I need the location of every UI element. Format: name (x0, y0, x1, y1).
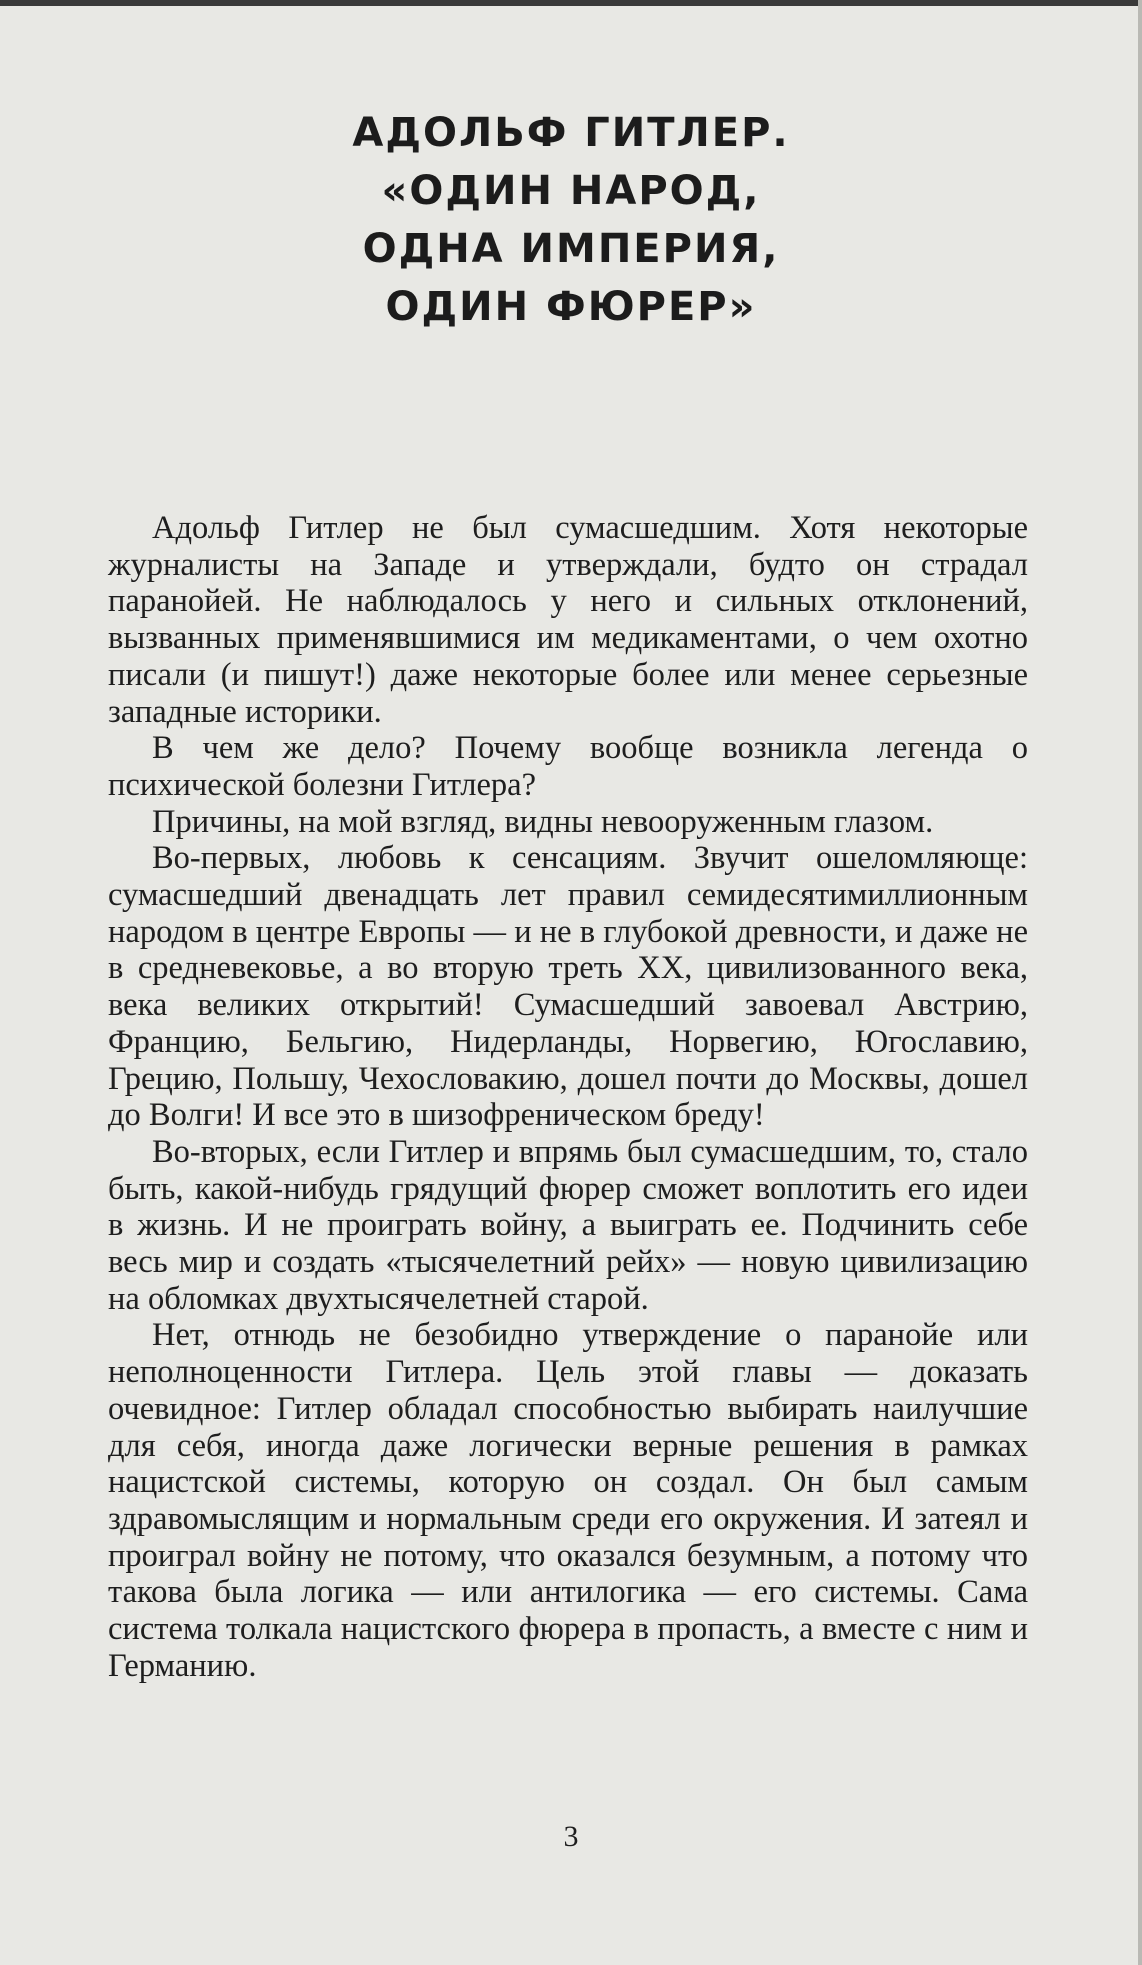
body-text (108, 510, 1028, 1685)
page-number: 3 (563, 1820, 579, 1853)
chapter-title (0, 104, 1142, 336)
paragraph-1: Адольф Гитлер не был сумасшедшим. Хотя некоторые журналисты на Западе и утверждали, будто он страдал паранойей. Не наблюдалось у него и сильных отклонений, вызванных применявшимися им медикаментами, о чем охотно писали (и пишут!) даже некоторые более или менее серьезные западные историки. (108, 510, 1028, 730)
paragraph-3: Причины, на мой взгляд, видны невооруженным глазом. (152, 803, 934, 840)
paragraph-4: Во-первых, любовь к сенсациям. Звучит ошеломляюще: сумасшедший двенадцать лет правил семидесятимиллионным народом в центре Европы — и не в глубокой древности, и даже не в средневековье, а во вторую треть XX, цивилизованного века, века великих открытий! Сумасшедший завоевал Австрию, Францию, Бельгию, Нидерланды, Норвегию, Югославию, Грецию, Польшу, Чехословакию, дошел почти до Москвы, дошел до Волги! И все это в шизофреническом бреду! (108, 840, 1028, 1134)
chapter-title-line-2: «ОДИН НАРОД, (381, 168, 761, 214)
page-top-edge (0, 0, 1142, 6)
paragraph-6: Нет, отнюдь не безобидно утверждение о паранойе или неполноценности Гитлера. Цель этой главы — доказать очевидное: Гитлер обладал способностью выбирать наилучшие для себя, иногда даже логически верные решения в рамках нацистской системы, которую он создал. Он был самым здравомыслящим и нормальным среди его окружения. И затеял и проиграл войну не потому, что оказался безумным, а потому что такова была логика — или антилогика — его системы. Сама система толкала нацистского фюрера в пропасть, а вместе с ним и Германию. (108, 1317, 1028, 1684)
chapter-title-line-3: ОДНА ИМПЕРИЯ, (362, 226, 780, 272)
chapter-title-line-4: ОДИН ФЮРЕР» (385, 284, 757, 330)
chapter-title-line-1: АДОЛЬФ ГИТЛЕР. (352, 110, 790, 156)
paragraph-5: Во-вторых, если Гитлер и впрямь был сумасшедшим, то, стало быть, какой-нибудь грядущий фюрер сможет воплотить его идеи в жизнь. И не проиграть войну, а выиграть ее. Подчинить себе весь мир и создать «тысячелетний рейх» — новую цивилизацию на обломках двухтысячелетней старой. (108, 1133, 1028, 1317)
paragraph-2: В чем же дело? Почему вообще возникла легенда о психической болезни Гитлера? (108, 730, 1028, 803)
